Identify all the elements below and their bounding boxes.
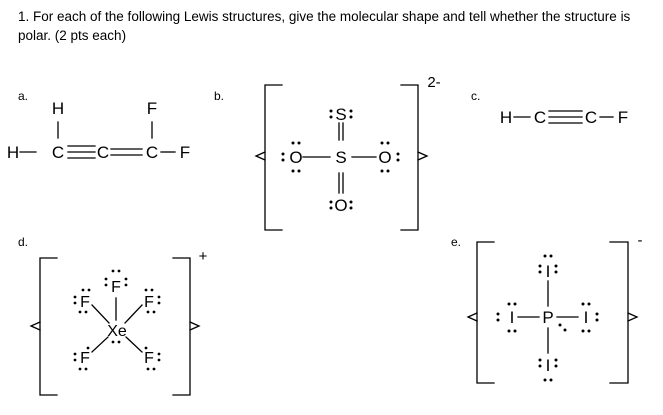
atom-c-f: F bbox=[617, 108, 629, 127]
atom-e-p: P bbox=[542, 308, 554, 327]
atom-d-f-upper-left: F bbox=[80, 294, 90, 311]
part-c-label: c. bbox=[471, 89, 481, 103]
atom-d-f-upper-right: F bbox=[144, 294, 154, 311]
atom-c-c1: C bbox=[533, 108, 547, 127]
atom-e-i-top: I bbox=[545, 262, 551, 281]
charge-d: + bbox=[198, 248, 208, 265]
atom-b-o-right: O bbox=[378, 148, 392, 167]
atom-a-c2: C bbox=[96, 143, 110, 162]
atom-a-c1: C bbox=[51, 143, 65, 162]
atom-a-h-top: H bbox=[51, 99, 65, 118]
atom-a-f-top: F bbox=[146, 99, 158, 118]
atom-a-f-right: F bbox=[179, 143, 191, 162]
part-a-label: a. bbox=[18, 89, 29, 103]
atom-d-f-lower-right: F bbox=[144, 350, 154, 367]
atom-e-i-left: I bbox=[509, 308, 515, 327]
atom-c-h: H bbox=[499, 108, 513, 127]
atom-b-o-left: O bbox=[289, 148, 303, 167]
atom-b-o-bottom: O bbox=[334, 196, 348, 215]
part-e-label: e. bbox=[451, 235, 462, 249]
part-b-label: b. bbox=[214, 89, 225, 103]
question-text: 1. For each of the following Lewis structures, give the molecular shape and tell whether the structure is polar. (2 pts each) bbox=[18, 9, 631, 43]
atom-a-h-left: H bbox=[6, 143, 20, 162]
part-d-label: d. bbox=[18, 235, 29, 249]
atom-b-s-center: S bbox=[335, 148, 347, 167]
charge-e: - bbox=[637, 232, 643, 249]
atom-d-xe: Xe bbox=[107, 323, 127, 340]
atom-c-c2: C bbox=[584, 108, 598, 127]
atom-d-f-lower-left: F bbox=[80, 350, 90, 367]
charge-b: 2- bbox=[427, 74, 441, 91]
atom-e-i-right: I bbox=[583, 308, 589, 327]
atom-e-i-bottom: I bbox=[545, 356, 551, 375]
atom-a-c3: C bbox=[145, 143, 159, 162]
atom-d-f-top: F bbox=[111, 279, 121, 296]
structure-c bbox=[514, 111, 613, 123]
atom-b-s-top: S bbox=[335, 105, 347, 124]
